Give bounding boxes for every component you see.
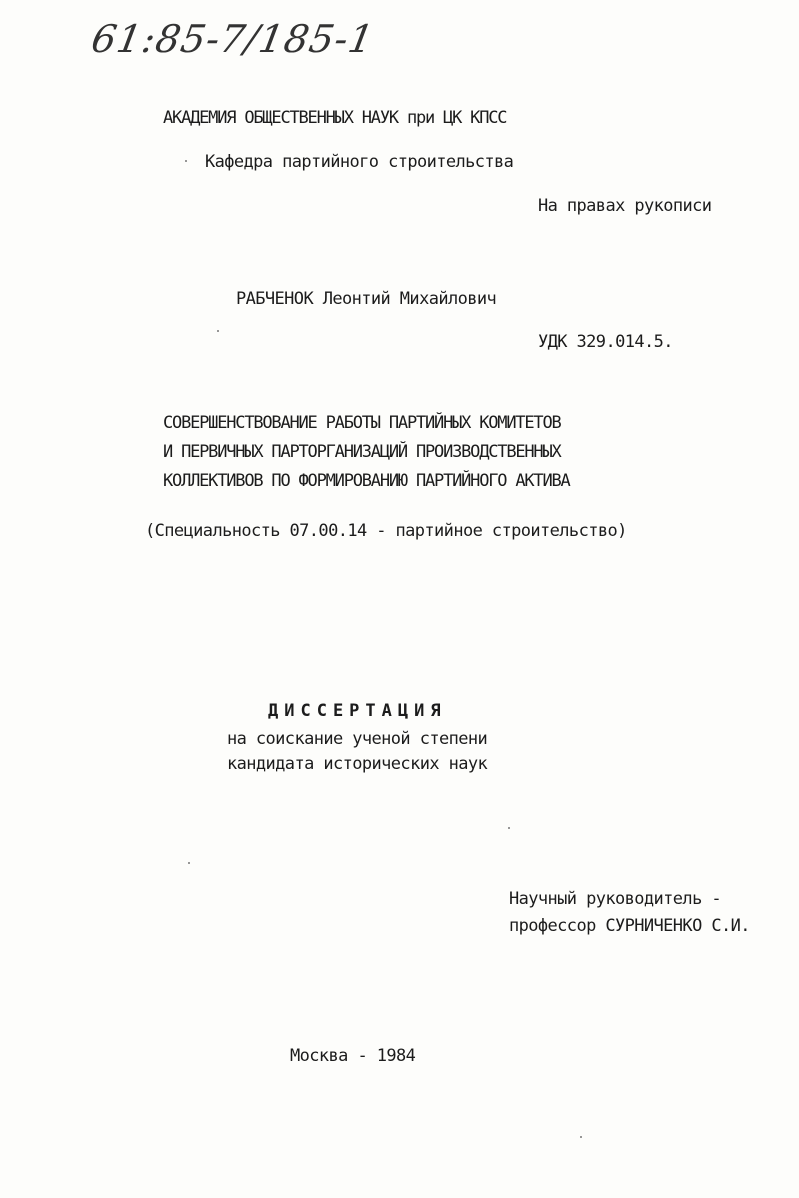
manuscript-rights: На правах рукописи xyxy=(538,196,712,216)
udk-code: УДК 329.014.5. xyxy=(538,332,673,352)
author-name: РАБЧЕНОК Леонтий Михайлович xyxy=(236,289,497,309)
title-line-3: КОЛЛЕКТИВОВ ПО ФОРМИРОВАНИЮ ПАРТИЙНОГО АКТИВА xyxy=(163,471,570,491)
scan-speck xyxy=(580,1136,582,1138)
title-line-2: И ПЕРВИЧНЫХ ПАРТОРГАНИЗАЦИЙ ПРОИЗВОДСТВЕННЫХ xyxy=(163,442,561,462)
supervisor-line-1: Научный руководитель - xyxy=(509,889,721,909)
department-name: Кафедра партийного строительства xyxy=(205,152,514,172)
title-line-1: СОВЕРШЕНСТВОВАНИЕ РАБОТЫ ПАРТИЙНЫХ КОМИТЕТОВ xyxy=(163,413,561,433)
supervisor-line-2: профессор СУРНИЧЕНКО С.И. xyxy=(509,916,750,936)
degree-line-2: кандидата исторических наук xyxy=(227,754,488,774)
scan-speck xyxy=(508,827,510,829)
scan-speck xyxy=(188,862,190,864)
speciality-line: (Специальность 07.00.14 - партийное строительство) xyxy=(145,521,627,541)
degree-line-1: на соискание ученой степени xyxy=(227,729,488,749)
scan-speck xyxy=(217,330,219,332)
scan-speck xyxy=(185,160,187,162)
place-year: Москва - 1984 xyxy=(290,1046,416,1066)
dissertation-label: ДИССЕРТАЦИЯ xyxy=(268,701,447,721)
handwritten-archive-code: 61:85-7/185-1 xyxy=(88,17,378,61)
academy-name: АКАДЕМИЯ ОБЩЕСТВЕННЫХ НАУК при ЦК КПСС xyxy=(163,108,507,128)
